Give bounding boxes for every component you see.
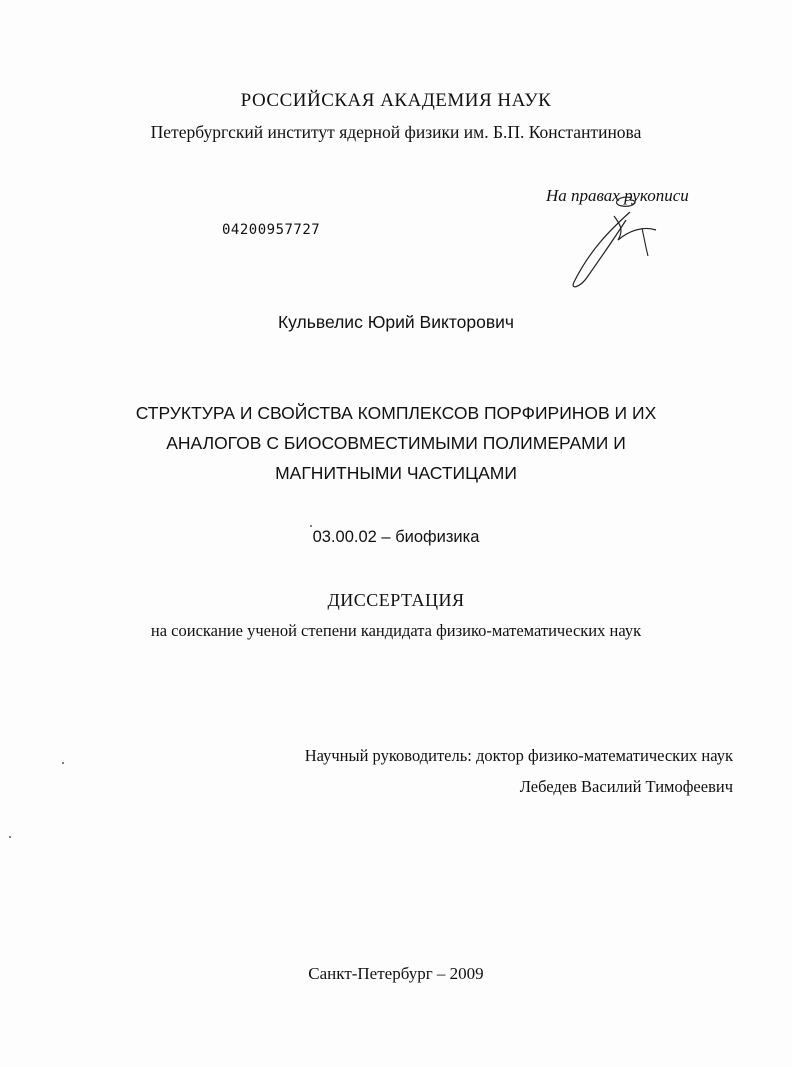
- academy-name: РОССИЙСКАЯ АКАДЕМИЯ НАУК: [240, 90, 552, 111]
- title-line: АНАЛОГОВ С БИОСОВМЕСТИМЫМИ ПОЛИМЕРАМИ И: [166, 433, 626, 453]
- author-name: Кульвелис Юрий Викторович: [277, 312, 515, 332]
- title-line: СТРУКТУРА И СВОЙСТВА КОМПЛЕКСОВ ПОРФИРИНОВ И ИХ: [135, 403, 657, 423]
- supervisor-label: Научный руководитель: доктор физико-математических наук: [304, 746, 733, 765]
- city-year: Санкт-Петербург – 2009: [308, 964, 484, 983]
- document-type: ДИССЕРТАЦИЯ: [327, 590, 465, 610]
- dissertation-title: [120, 398, 672, 488]
- archive-number: 04200957727: [222, 222, 321, 238]
- handwritten-signature: [560, 190, 670, 300]
- supervisor-name: Лебедев Василий Тимофеевич: [519, 777, 733, 796]
- institute-name: Петербургский институт ядерной физики им. Б.П. Константинова: [150, 122, 642, 142]
- degree-line: на соискание ученой степени кандидата физико-математических наук: [150, 621, 642, 640]
- title-line: МАГНИТНЫМИ ЧАСТИЦАМИ: [275, 463, 517, 483]
- scan-speck: [9, 836, 11, 838]
- scan-speck: [62, 762, 64, 764]
- specialty-code: 03.00.02 – биофизика: [312, 528, 480, 546]
- scan-speck: [310, 525, 312, 527]
- rights-note: На правах рукописи: [546, 186, 689, 205]
